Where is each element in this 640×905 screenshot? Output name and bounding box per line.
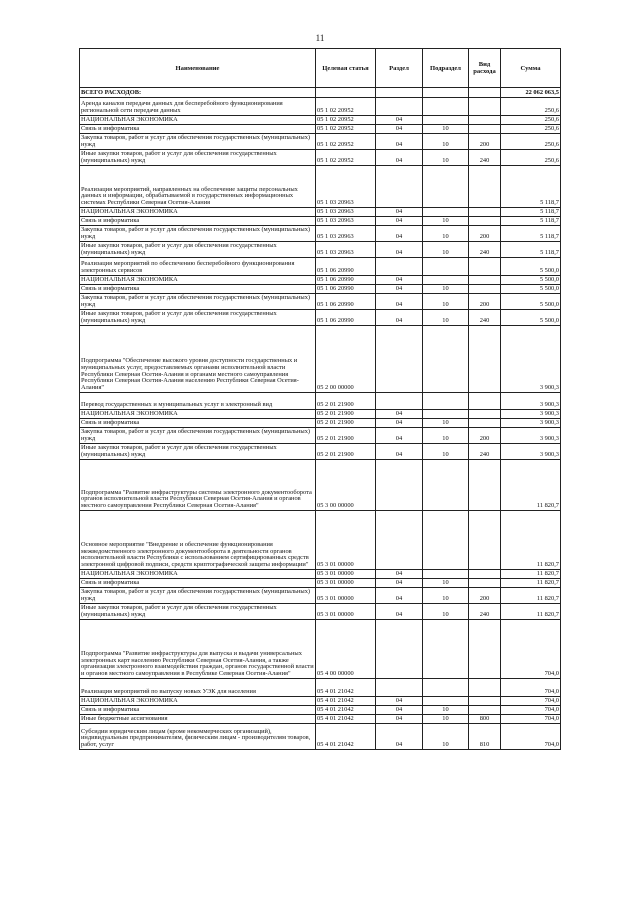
cell-sum: 3 900,3 <box>501 428 561 444</box>
cell-target-article: 05 1 03 20963 <box>316 242 376 258</box>
table-row <box>80 410 561 419</box>
cell-section: 04 <box>376 715 423 724</box>
cell-target-article <box>316 88 376 98</box>
cell-name: Закупка товаров, работ и услуг для обеспечения государственных (муниципальных) нужд <box>80 226 316 242</box>
cell-expense-type <box>469 258 501 276</box>
cell-sum: 3 900,3 <box>501 444 561 460</box>
cell-subsection: 10 <box>423 724 469 750</box>
table-row <box>80 724 561 750</box>
cell-name: Закупка товаров, работ и услуг для обеспечения государственных (муниципальных) нужд <box>80 294 316 310</box>
cell-section <box>376 460 423 511</box>
cell-sum: 250,6 <box>501 98 561 116</box>
cell-expense-type <box>469 419 501 428</box>
cell-sum: 704,0 <box>501 697 561 706</box>
header-name: Наименование <box>80 49 316 88</box>
cell-section <box>376 679 423 697</box>
cell-sum: 704,0 <box>501 706 561 715</box>
cell-sum: 5 500,0 <box>501 276 561 285</box>
table-row <box>80 166 561 208</box>
cell-section <box>376 166 423 208</box>
cell-target-article: 05 3 01 00000 <box>316 570 376 579</box>
cell-section: 04 <box>376 285 423 294</box>
cell-subsection: 10 <box>423 419 469 428</box>
cell-name: Перевод государственных и муниципальных услуг в электронный вид <box>80 393 316 410</box>
table-row <box>80 98 561 116</box>
cell-sum: 5 118,7 <box>501 217 561 226</box>
cell-section <box>376 98 423 116</box>
cell-expense-type <box>469 579 501 588</box>
header-expense-type: Вид расхода <box>469 49 501 88</box>
cell-section: 04 <box>376 724 423 750</box>
cell-section: 04 <box>376 208 423 217</box>
cell-expense-type <box>469 125 501 134</box>
cell-section: 04 <box>376 276 423 285</box>
table-row <box>80 511 561 570</box>
table-row <box>80 242 561 258</box>
cell-sum: 11 820,7 <box>501 570 561 579</box>
cell-name: Реализация мероприятий по выпуску новых УЭК для населения <box>80 679 316 697</box>
cell-name: Закупка товаров, работ и услуг для обеспечения государственных (муниципальных) нужд <box>80 588 316 604</box>
cell-name: НАЦИОНАЛЬНАЯ ЭКОНОМИКА <box>80 697 316 706</box>
cell-section: 04 <box>376 570 423 579</box>
cell-target-article: 05 1 06 20990 <box>316 258 376 276</box>
table-row <box>80 697 561 706</box>
cell-name: Иные закупки товаров, работ и услуг для обеспечения государственных (муниципальных) нужд <box>80 604 316 620</box>
cell-name: Аренда каналов передачи данных для бесперебойного функционирования региональной сети передачи данных <box>80 98 316 116</box>
cell-subsection <box>423 116 469 125</box>
cell-section <box>376 258 423 276</box>
table-row <box>80 226 561 242</box>
cell-target-article: 05 2 01 21900 <box>316 444 376 460</box>
cell-expense-type <box>469 276 501 285</box>
cell-subsection <box>423 98 469 116</box>
cell-target-article: 05 4 01 21042 <box>316 715 376 724</box>
table-row <box>80 444 561 460</box>
cell-expense-type <box>469 460 501 511</box>
cell-expense-type <box>469 679 501 697</box>
cell-section <box>376 326 423 393</box>
cell-name: НАЦИОНАЛЬНАЯ ЭКОНОМИКА <box>80 410 316 419</box>
table-row <box>80 604 561 620</box>
cell-target-article: 05 4 01 21042 <box>316 724 376 750</box>
cell-name: НАЦИОНАЛЬНАЯ ЭКОНОМИКА <box>80 276 316 285</box>
cell-target-article: 05 1 03 20963 <box>316 226 376 242</box>
cell-target-article: 05 4 01 21042 <box>316 697 376 706</box>
cell-subsection: 10 <box>423 428 469 444</box>
table-row <box>80 285 561 294</box>
cell-section: 04 <box>376 242 423 258</box>
cell-target-article: 05 4 00 00000 <box>316 620 376 679</box>
cell-subsection: 10 <box>423 310 469 326</box>
table-row <box>80 125 561 134</box>
cell-target-article: 05 2 01 21900 <box>316 393 376 410</box>
cell-target-article: 05 1 06 20990 <box>316 310 376 326</box>
cell-sum: 704,0 <box>501 620 561 679</box>
cell-target-article: 05 1 06 20990 <box>316 276 376 285</box>
table-body <box>80 88 561 750</box>
cell-sum: 704,0 <box>501 715 561 724</box>
cell-subsection <box>423 410 469 419</box>
cell-name: Реализация мероприятий, направленных на обеспечение защиты персональных данных и информации, обрабатываемой в государственных информационных системах Республики Северная Осетия-Алания <box>80 166 316 208</box>
header-section: Раздел <box>376 49 423 88</box>
cell-expense-type <box>469 570 501 579</box>
cell-name: Закупка товаров, работ и услуг для обеспечения государственных (муниципальных) нужд <box>80 134 316 150</box>
cell-target-article: 05 1 02 20952 <box>316 125 376 134</box>
cell-section: 04 <box>376 579 423 588</box>
cell-expense-type: 240 <box>469 310 501 326</box>
cell-subsection: 10 <box>423 588 469 604</box>
table-row <box>80 570 561 579</box>
cell-name: НАЦИОНАЛЬНАЯ ЭКОНОМИКА <box>80 570 316 579</box>
cell-sum: 5 118,7 <box>501 242 561 258</box>
table-row <box>80 276 561 285</box>
cell-sum: 250,6 <box>501 134 561 150</box>
cell-subsection <box>423 166 469 208</box>
cell-subsection <box>423 258 469 276</box>
table-row <box>80 326 561 393</box>
cell-sum: 250,6 <box>501 150 561 166</box>
cell-name: Связь и информатика <box>80 125 316 134</box>
budget-table <box>79 48 561 750</box>
cell-subsection <box>423 697 469 706</box>
table-row <box>80 88 561 98</box>
table-row <box>80 715 561 724</box>
cell-section: 04 <box>376 217 423 226</box>
cell-subsection: 10 <box>423 226 469 242</box>
cell-subsection: 10 <box>423 579 469 588</box>
cell-name: Связь и информатика <box>80 579 316 588</box>
cell-section: 04 <box>376 294 423 310</box>
table-row <box>80 116 561 125</box>
cell-sum: 5 500,0 <box>501 285 561 294</box>
table-row <box>80 134 561 150</box>
cell-sum: 5 500,0 <box>501 258 561 276</box>
cell-sum: 11 820,7 <box>501 588 561 604</box>
cell-expense-type: 200 <box>469 226 501 242</box>
cell-sum: 3 900,3 <box>501 326 561 393</box>
cell-target-article: 05 2 01 21900 <box>316 428 376 444</box>
table-row <box>80 679 561 697</box>
header-subsection: Подраздел <box>423 49 469 88</box>
header-target-article: Целевая статья <box>316 49 376 88</box>
table-row <box>80 310 561 326</box>
cell-name: Иные закупки товаров, работ и услуг для обеспечения государственных (муниципальных) нужд <box>80 310 316 326</box>
cell-expense-type: 200 <box>469 134 501 150</box>
cell-sum: 5 118,7 <box>501 166 561 208</box>
cell-subsection <box>423 326 469 393</box>
cell-sum: 11 820,7 <box>501 604 561 620</box>
cell-section: 04 <box>376 604 423 620</box>
cell-subsection <box>423 276 469 285</box>
cell-section: 04 <box>376 419 423 428</box>
cell-section: 04 <box>376 706 423 715</box>
cell-target-article: 05 1 06 20990 <box>316 294 376 310</box>
cell-sum: 250,6 <box>501 116 561 125</box>
cell-subsection <box>423 620 469 679</box>
cell-section: 04 <box>376 150 423 166</box>
cell-target-article: 05 3 01 00000 <box>316 604 376 620</box>
cell-section: 04 <box>376 697 423 706</box>
cell-name: Реализация мероприятий по обеспечению бесперебойного функционирования электронных сервисов <box>80 258 316 276</box>
cell-subsection: 10 <box>423 444 469 460</box>
cell-subsection: 10 <box>423 604 469 620</box>
cell-subsection <box>423 679 469 697</box>
cell-sum: 11 820,7 <box>501 460 561 511</box>
cell-target-article: 05 3 01 00000 <box>316 588 376 604</box>
cell-section: 04 <box>376 134 423 150</box>
cell-name: Иные закупки товаров, работ и услуг для обеспечения государственных (муниципальных) нужд <box>80 444 316 460</box>
cell-target-article: 05 4 01 21042 <box>316 706 376 715</box>
cell-sum: 5 500,0 <box>501 310 561 326</box>
cell-sum: 22 062 063,5 <box>501 88 561 98</box>
cell-sum: 5 118,7 <box>501 226 561 242</box>
cell-subsection: 10 <box>423 134 469 150</box>
cell-expense-type: 800 <box>469 715 501 724</box>
table-row <box>80 294 561 310</box>
cell-name: Связь и информатика <box>80 285 316 294</box>
cell-expense-type <box>469 393 501 410</box>
cell-target-article: 05 4 01 21042 <box>316 679 376 697</box>
cell-section: 04 <box>376 226 423 242</box>
cell-target-article: 05 1 06 20990 <box>316 285 376 294</box>
cell-name: Связь и информатика <box>80 706 316 715</box>
cell-target-article: 05 2 01 21900 <box>316 410 376 419</box>
cell-name: НАЦИОНАЛЬНАЯ ЭКОНОМИКА <box>80 208 316 217</box>
cell-target-article: 05 2 01 21900 <box>316 419 376 428</box>
cell-subsection: 10 <box>423 242 469 258</box>
table-header-row <box>80 49 561 88</box>
cell-expense-type: 240 <box>469 242 501 258</box>
cell-expense-type <box>469 217 501 226</box>
cell-sum: 3 900,3 <box>501 393 561 410</box>
table-row <box>80 150 561 166</box>
cell-section: 04 <box>376 444 423 460</box>
cell-expense-type <box>469 88 501 98</box>
cell-name: Подпрограмма "Обеспечение высокого уровня доступности государственных и муниципальных услуг, предоставляемых органами исполнительной власти Республики Северная Осетия-Алания и органами местного самоуправления Республики Северная Осетия-Алания населению Республики Северная Осетия-Алания" <box>80 326 316 393</box>
cell-expense-type: 240 <box>469 604 501 620</box>
cell-section <box>376 511 423 570</box>
cell-target-article: 05 1 02 20952 <box>316 134 376 150</box>
cell-sum: 704,0 <box>501 679 561 697</box>
table-row <box>80 393 561 410</box>
table-row <box>80 217 561 226</box>
cell-subsection: 10 <box>423 715 469 724</box>
cell-subsection: 10 <box>423 217 469 226</box>
cell-expense-type <box>469 285 501 294</box>
cell-name: Субсидии юридическим лицам (кроме некоммерческих организаций), индивидуальным предпринимателям, физическим лицам - производителям товаров, работ, услуг <box>80 724 316 750</box>
cell-sum: 3 900,3 <box>501 419 561 428</box>
cell-target-article: 05 1 02 20952 <box>316 116 376 125</box>
cell-sum: 5 118,7 <box>501 208 561 217</box>
cell-target-article: 05 1 03 20963 <box>316 217 376 226</box>
table-row <box>80 579 561 588</box>
table-row <box>80 258 561 276</box>
cell-subsection <box>423 393 469 410</box>
table-row <box>80 588 561 604</box>
cell-subsection: 10 <box>423 285 469 294</box>
cell-expense-type: 200 <box>469 428 501 444</box>
cell-section: 04 <box>376 428 423 444</box>
cell-subsection <box>423 511 469 570</box>
cell-sum: 704,0 <box>501 724 561 750</box>
cell-expense-type <box>469 511 501 570</box>
cell-subsection: 10 <box>423 125 469 134</box>
cell-section: 04 <box>376 116 423 125</box>
cell-section <box>376 620 423 679</box>
cell-name: Иные закупки товаров, работ и услуг для обеспечения государственных (муниципальных) нужд <box>80 242 316 258</box>
cell-target-article: 05 3 01 00000 <box>316 511 376 570</box>
cell-subsection <box>423 460 469 511</box>
cell-name: Иные бюджетные ассигнования <box>80 715 316 724</box>
table-row <box>80 208 561 217</box>
cell-name: Связь и информатика <box>80 217 316 226</box>
table-row <box>80 620 561 679</box>
cell-expense-type: 240 <box>469 444 501 460</box>
cell-sum: 11 820,7 <box>501 579 561 588</box>
cell-expense-type <box>469 116 501 125</box>
cell-target-article: 05 1 03 20963 <box>316 166 376 208</box>
cell-expense-type: 200 <box>469 294 501 310</box>
cell-section: 04 <box>376 410 423 419</box>
cell-subsection: 10 <box>423 294 469 310</box>
cell-expense-type <box>469 166 501 208</box>
cell-subsection <box>423 208 469 217</box>
cell-sum: 250,6 <box>501 125 561 134</box>
cell-expense-type <box>469 620 501 679</box>
cell-target-article: 05 3 00 00000 <box>316 460 376 511</box>
cell-expense-type: 200 <box>469 588 501 604</box>
cell-section: 04 <box>376 588 423 604</box>
cell-name: НАЦИОНАЛЬНАЯ ЭКОНОМИКА <box>80 116 316 125</box>
table-row <box>80 419 561 428</box>
cell-expense-type <box>469 98 501 116</box>
cell-target-article: 05 1 02 20952 <box>316 98 376 116</box>
cell-name: Основное мероприятие "Внедрение и обеспечение функционирования межведомственного электронного документооборота в деятельности органов исполнительной власти Республики с использованием сертифицированных средств электронной цифровой подписи, средств криптографической защиты информации" <box>80 511 316 570</box>
cell-subsection: 10 <box>423 706 469 715</box>
cell-section: 04 <box>376 125 423 134</box>
cell-expense-type: 810 <box>469 724 501 750</box>
cell-expense-type <box>469 410 501 419</box>
cell-name: Связь и информатика <box>80 419 316 428</box>
cell-section: 04 <box>376 310 423 326</box>
cell-sum: 11 820,7 <box>501 511 561 570</box>
table-row <box>80 428 561 444</box>
cell-sum: 3 900,3 <box>501 410 561 419</box>
cell-target-article: 05 3 01 00000 <box>316 579 376 588</box>
cell-name: Подпрограмма "Развитие инфраструктуры для выпуска и выдачи универсальных электронных карт населению Республики Северная Осетия-Алания, а также организация электронного взаимодействия граждан, органов государственной власти и органов местного самоуправления в Республике Северная Осетия-Алания" <box>80 620 316 679</box>
cell-section <box>376 393 423 410</box>
cell-name: Закупка товаров, работ и услуг для обеспечения государственных (муниципальных) нужд <box>80 428 316 444</box>
cell-sum: 5 500,0 <box>501 294 561 310</box>
header-sum: Сумма <box>501 49 561 88</box>
cell-target-article: 05 2 00 00000 <box>316 326 376 393</box>
page-number: 11 <box>315 33 325 43</box>
table-row <box>80 706 561 715</box>
table-row <box>80 460 561 511</box>
cell-subsection <box>423 88 469 98</box>
cell-section <box>376 88 423 98</box>
cell-expense-type <box>469 706 501 715</box>
cell-expense-type <box>469 697 501 706</box>
cell-expense-type: 240 <box>469 150 501 166</box>
cell-subsection: 10 <box>423 150 469 166</box>
cell-subsection <box>423 570 469 579</box>
cell-target-article: 05 1 02 20952 <box>316 150 376 166</box>
cell-expense-type <box>469 326 501 393</box>
cell-name: Иные закупки товаров, работ и услуг для обеспечения государственных (муниципальных) нужд <box>80 150 316 166</box>
cell-name: Подпрограмма "Развитие инфраструктуры системы электронного документооборота органов исполнительной власти Республики Северная Осетия-Алания и органов местного самоуправления Республики Северная Осетия-Алания" <box>80 460 316 511</box>
cell-target-article: 05 1 03 20963 <box>316 208 376 217</box>
cell-expense-type <box>469 208 501 217</box>
cell-name: ВСЕГО РАСХОДОВ: <box>80 88 316 98</box>
